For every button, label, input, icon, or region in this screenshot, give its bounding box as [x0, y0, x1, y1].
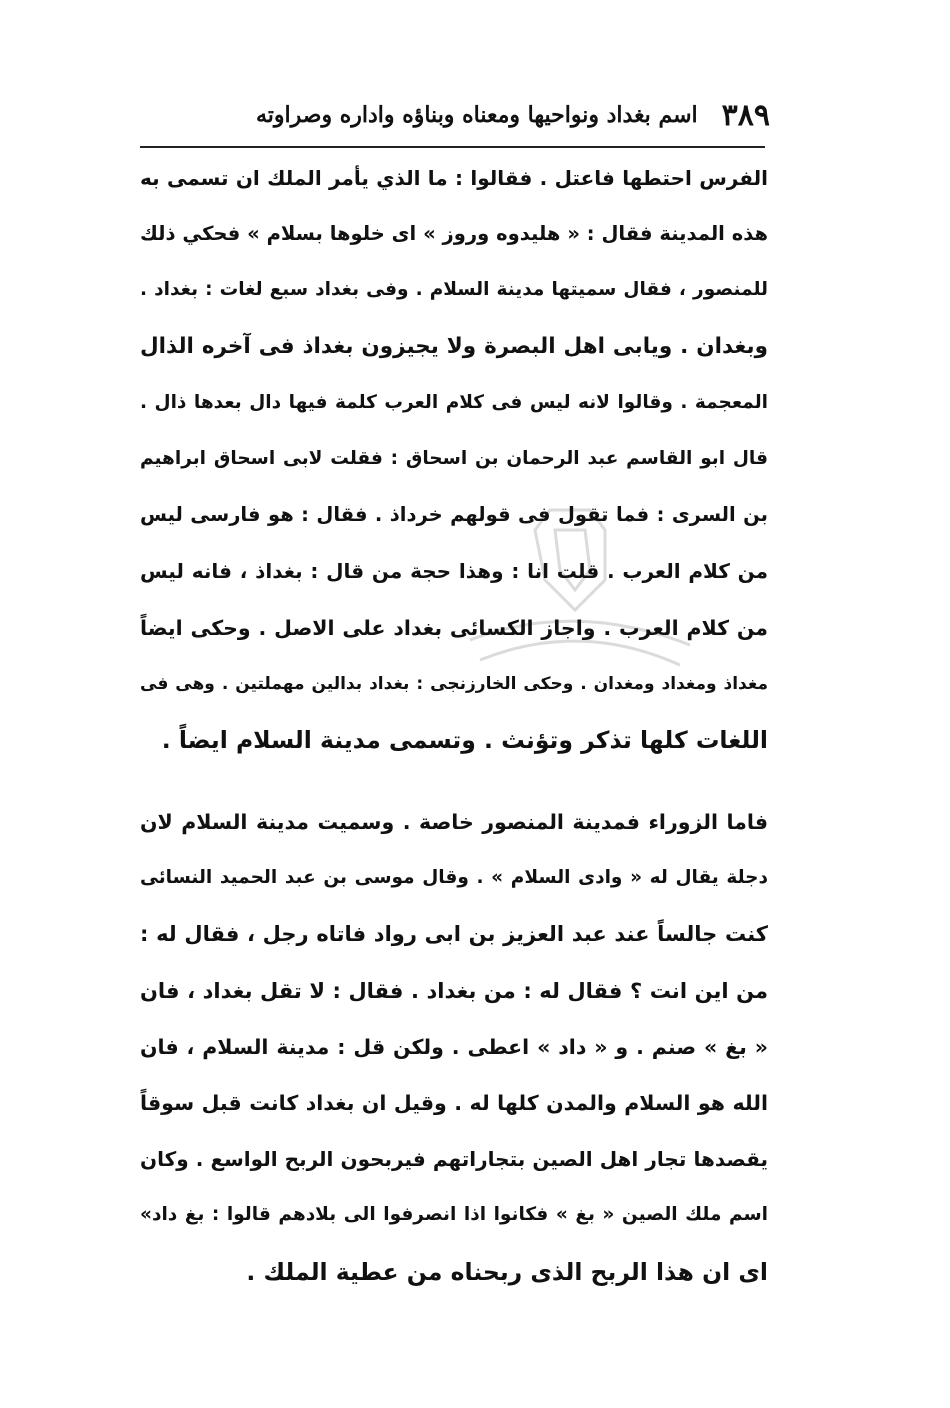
text-line: مغداذ ومغداد ومغدان . وحكى الخارزنجى : بغداد بدالين مهملتين . وهى فى: [140, 673, 768, 694]
text-line: الفرس احتطها فاعتل . فقالوا : ما الذي يأمر الملك ان تسمى به: [140, 166, 768, 190]
text-line: يقصدها تجار اهل الصين بتجاراتهم فيربحون الربح الواسع . وكان: [140, 1147, 768, 1172]
header-rule: [140, 146, 765, 148]
text-line: الله هو السلام والمدن كلها له . وقيل ان بغداد كانت قبل سوقاً: [140, 1091, 768, 1115]
body-text: [140, 150, 768, 1300]
text-line: وبغدان . ويابى اهل البصرة ولا يجيزون بغداذ فى آخره الذال: [140, 333, 768, 359]
page-number: ٣٨٩: [721, 97, 770, 133]
paragraph-1: [140, 150, 768, 768]
text-line: بن السرى : فما تقول فى قولهم خرداذ . فقال : هو فارسى ليس: [140, 503, 768, 527]
paragraph-2: [140, 794, 768, 1300]
text-line: المعجمة . وقالوا لانه ليس فى كلام العرب كلمة فيها دال بعدها ذال .: [140, 391, 768, 413]
text-line: من اين انت ؟ فقال له : من بغداد . فقال : لا تقل بغداد ، فان: [140, 978, 768, 1003]
text-line: كنت جالساً عند عبد العزيز بن ابى رواد فاتاه رجل ، فقال له :: [140, 922, 768, 947]
text-line: اسم ملك الصين « بغ » فكانوا اذا انصرفوا الى بلادهم قالوا : بغ داد»: [140, 1204, 768, 1226]
text-line: فاما الزوراء فمدينة المنصور خاصة . وسميت مدينة السلام لان: [140, 810, 768, 835]
text-line: للمنصور ، فقال سميتها مدينة السلام . وفى بغداد سبع لغات : بغداد .: [140, 279, 768, 301]
text-line: قال ابو القاسم عبد الرحمان بن اسحاق : فقلت لابى اسحاق ابراهيم: [140, 447, 768, 469]
text-line: اى ان هذا الربح الذى ربحناه من عطية الملك .: [246, 1257, 768, 1286]
text-line: من كلام العرب . قلت انا : وهذا حجة من قال : بغداذ ، فانه ليس: [140, 559, 768, 584]
text-line: هذه المدينة فقال : « هليدوه وروز » اى خلوها بسلام » فحكي ذلك: [140, 222, 768, 246]
running-title: اسم بغداد ونواحيها ومعناه وبناؤه واداره وصراوته: [255, 102, 698, 128]
text-line: اللغات كلها تذكر وتؤنث . وتسمى مدينة السلام ايضاً .: [161, 725, 768, 754]
text-line: دجلة يقال له « وادى السلام » . وقال موسى بن عبد الحميد النسائى: [140, 867, 768, 889]
text-line: من كلام العرب . واجاز الكسائى بغداد على الاصل . وحكى ايضاً: [140, 615, 768, 640]
text-line: « بغ » صنم . و « داد » اعطى . ولكن قل : مدينة السلام ، فان: [140, 1034, 768, 1059]
page-header: [200, 85, 770, 145]
paragraph-spacer: [140, 768, 768, 794]
